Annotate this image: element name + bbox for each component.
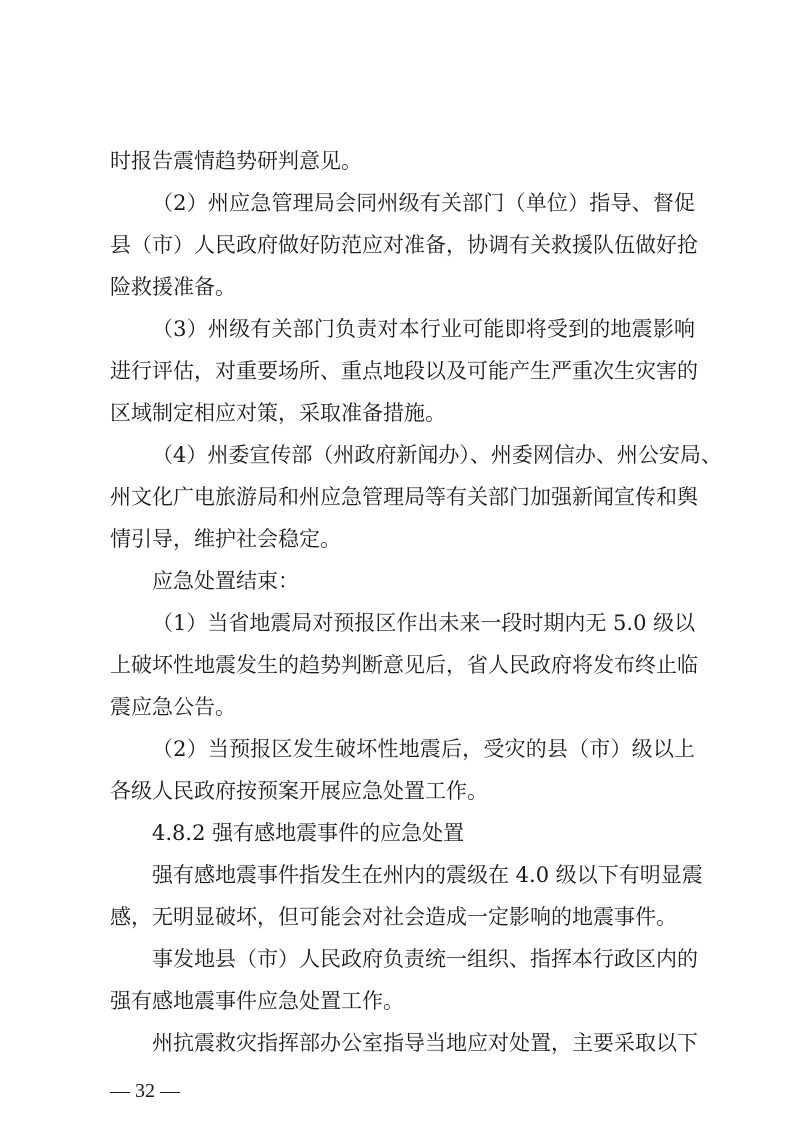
paragraph-line: 感，无明显破坏，但可能会对社会造成一定影响的地震事件。 bbox=[110, 905, 677, 929]
paragraph-line: 州文化广电旅游局和州应急管理局等有关部门加强新闻宣传和舆 bbox=[110, 485, 698, 509]
paragraph-line: 州抗震救灾指挥部办公室指导当地应对处置，主要采取以下 bbox=[152, 1031, 698, 1055]
paragraph-line: （1）当省地震局对预报区作出未来一段时期内无 5.0 级以 bbox=[152, 611, 696, 635]
page-number: — 32 — bbox=[110, 1080, 180, 1102]
paragraph-line: （3）州级有关部门负责对本行业可能即将受到的地震影响 bbox=[152, 317, 695, 341]
paragraph-line: 情引导，维护社会稳定。 bbox=[110, 527, 341, 551]
paragraph-line: 应急处置结束： bbox=[152, 569, 299, 593]
paragraph-line: 强有感地震事件应急处置工作。 bbox=[110, 989, 404, 1013]
paragraph-line: 事发地县（市）人民政府负责统一组织、指挥本行政区内的 bbox=[152, 947, 698, 971]
paragraph-line: 时报告震情趋势研判意见。 bbox=[110, 149, 362, 173]
paragraph-line: 震应急公告。 bbox=[110, 695, 236, 719]
section-heading: 4.8.2 强有感地震事件的应急处置 bbox=[152, 821, 465, 845]
paragraph-line: 险救援准备。 bbox=[110, 275, 236, 299]
paragraph-line: 上破坏性地震发生的趋势判断意见后，省人民政府将发布终止临 bbox=[110, 653, 698, 677]
paragraph-line: （2）当预报区发生破坏性地震后，受灾的县（市）级以上 bbox=[152, 737, 695, 761]
paragraph-line: 县（市）人民政府做好防范应对准备，协调有关救援队伍做好抢 bbox=[110, 233, 698, 257]
paragraph-line: 强有感地震事件指发生在州内的震级在 4.0 级以下有明显震 bbox=[152, 863, 703, 887]
paragraph-line: （4）州委宣传部（州政府新闻办）、州委网信办、州公安局、 bbox=[152, 443, 722, 467]
paragraph-line: 各级人民政府按预案开展应急处置工作。 bbox=[110, 779, 488, 803]
paragraph-line: （2）州应急管理局会同州级有关部门（单位）指导、督促 bbox=[152, 191, 695, 215]
paragraph-line: 区域制定相应对策，采取准备措施。 bbox=[110, 401, 446, 425]
paragraph-line: 进行评估，对重要场所、重点地段以及可能产生严重次生灾害的 bbox=[110, 359, 698, 383]
